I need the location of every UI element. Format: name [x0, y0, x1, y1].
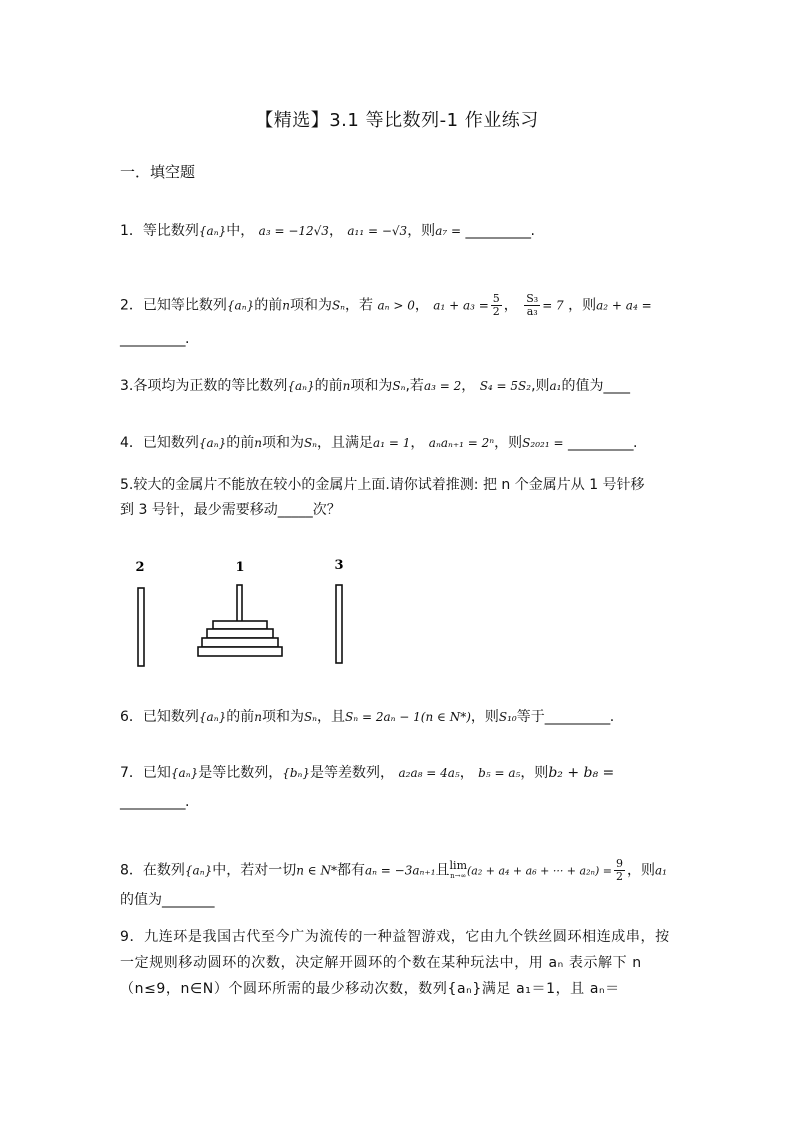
q8-target: a₁ — [654, 863, 667, 878]
q2-fraction-denominator: 2 — [492, 305, 500, 318]
q6-sum: Sₙ — [303, 710, 318, 724]
q2-target: a₂ + a₄ = — [596, 298, 652, 313]
q3-target: a₁ — [549, 379, 562, 393]
q2-text-3: 项和为 — [289, 297, 332, 314]
q3-answer-blank[interactable]: ____ — [603, 378, 630, 394]
q8-limit-sub: n→∞ — [450, 871, 467, 880]
q7-text: 7．已知 — [120, 765, 171, 781]
question-2-blank-line — [120, 330, 189, 348]
q1-target: a₇ = — [435, 224, 462, 238]
q4-target: S₂₀₂₁ = — [522, 436, 564, 450]
q4-sum: Sₙ — [303, 436, 318, 450]
q3-separator: ， — [461, 378, 476, 394]
q1-answer-blank[interactable]: __________. — [465, 223, 535, 239]
q6-answer-blank[interactable]: __________. — [544, 709, 614, 725]
q8-limit-body: (a₂ + a₄ + a₆ + ··· + a₂ₙ) = — [467, 864, 612, 878]
peg-label-2: 2 — [135, 560, 145, 575]
question-5 — [120, 473, 680, 523]
q8-fraction-numerator: 9 — [615, 857, 623, 870]
q6-text-2: 的前 — [226, 709, 255, 725]
q2-fraction-2-equals: = 7 — [542, 298, 564, 313]
q8-text-5: ，则 — [626, 862, 655, 879]
q3-text-2: 的前 — [314, 378, 343, 394]
q2-condition-1: aₙ > 0 — [377, 298, 415, 313]
page-title: 【精选】3.1 等比数列-1 作业练习 — [255, 110, 539, 131]
q8-sequence: {aₙ} — [184, 863, 213, 878]
q8-answer-blank[interactable]: ________ — [162, 892, 214, 908]
q8-limit — [449, 858, 467, 881]
q7-separator: ， — [459, 765, 474, 781]
q7-sequence-a: {aₙ} — [170, 766, 199, 780]
q1-condition-2: a₁₁ = −√3 — [347, 224, 408, 238]
q8-text: 8．在数列 — [120, 862, 185, 879]
q4-sequence: {aₙ} — [198, 436, 227, 450]
q2-sequence: {aₙ} — [226, 298, 255, 313]
q4-text: 4．已知数列 — [120, 435, 199, 451]
q2-text-2: 的前 — [254, 297, 283, 314]
q4-answer-blank[interactable]: __________. — [567, 435, 637, 451]
q4-condition-2: aₙaₙ₊₁ = 2ⁿ — [428, 436, 495, 450]
q3-sequence: {aₙ} — [287, 379, 315, 393]
q6-text-4: ，且 — [317, 709, 346, 725]
q7-text-4: ，则 — [520, 765, 549, 781]
q1-text-2: 中， — [226, 223, 255, 239]
question-7-blank-line — [120, 793, 189, 811]
q1-condition-1: a₃ = −12√3 — [258, 224, 329, 238]
q2-sum: Sₙ — [331, 298, 346, 313]
q3-n: n — [342, 379, 351, 393]
question-8-line-2 — [120, 891, 214, 909]
q3-text-4: ,若 — [405, 378, 424, 394]
disk-3 — [202, 638, 278, 647]
q4-text-2: 的前 — [226, 435, 255, 451]
q1-separator: ， — [328, 223, 343, 239]
q7-target: b₂ + b₈ = — [548, 765, 615, 781]
q7-sequence-b: {bₙ} — [282, 766, 311, 780]
q4-n: n — [254, 436, 262, 450]
disk-4 — [198, 647, 282, 656]
peg-1 — [237, 585, 242, 623]
q7-text-2: 是等比数列， — [198, 765, 283, 781]
q7-condition-2: b₅ = a₅ — [478, 766, 521, 780]
q3-condition-1: a₃ = 2 — [423, 379, 462, 393]
q4-condition-1: a₁ = 1 — [373, 436, 411, 450]
q8-text-3: 都有 — [336, 862, 365, 879]
q2-separator-2: ， — [503, 297, 518, 314]
q4-text-5: ，则 — [494, 435, 523, 451]
q5-line-2: 到 3 号针，最少需要移动_____次？ — [120, 502, 341, 518]
q6-text-3: 项和为 — [261, 709, 304, 725]
question-7 — [120, 764, 614, 782]
q2-fraction-2-numerator: S₃ — [526, 292, 539, 305]
disk-2 — [207, 629, 273, 638]
question-1 — [120, 222, 534, 240]
q7-condition-1: a₂a₈ = 4a₅ — [398, 766, 460, 780]
q3-text: 3.各项均为正数的等比数列 — [120, 378, 288, 394]
question-8 — [120, 858, 667, 883]
q8-condition-0: n ∈ N* — [296, 863, 337, 878]
q3-text-3: 项和为 — [350, 378, 393, 394]
q2-text-4: ，若 — [345, 297, 374, 314]
q2-answer-blank[interactable]: __________. — [120, 331, 189, 347]
q2-text-5: ，则 — [568, 297, 597, 314]
q3-condition-2: S₄ = 5S₂ — [479, 379, 532, 393]
peg-label-1: 1 — [235, 560, 245, 575]
q8-limit-word: lim — [449, 858, 467, 872]
q7-text-3: 是等差数列， — [310, 765, 395, 781]
peg-2 — [138, 588, 144, 666]
q8-text-4: 且 — [435, 862, 450, 879]
q2-fraction-2 — [524, 293, 540, 318]
hanoi-tower-figure — [120, 555, 300, 670]
q6-text: 6．已知数列 — [120, 709, 199, 725]
q3-text-6: 的值为 — [561, 378, 604, 394]
question-2 — [120, 293, 652, 318]
q8-condition-1: aₙ = −3aₙ₊₁ — [364, 863, 436, 878]
q8-fraction — [614, 858, 625, 883]
q2-fraction — [491, 293, 502, 318]
q8-fraction-denominator: 2 — [615, 870, 623, 883]
q6-sequence: {aₙ} — [198, 710, 227, 724]
question-6 — [120, 708, 614, 726]
q4-text-3: 项和为 — [261, 435, 304, 451]
hanoi-peg-3-figure — [322, 555, 362, 670]
q2-condition-2: a₁ + a₃ = — [433, 298, 489, 313]
q1-text: 1．等比数列 — [120, 223, 199, 239]
q3-sum: Sₙ — [392, 379, 406, 393]
q2-fraction-numerator: 5 — [492, 292, 500, 305]
disk-1 — [213, 621, 267, 629]
q4-separator: ， — [410, 435, 425, 451]
q6-n: n — [254, 710, 262, 724]
q7-answer-blank[interactable]: __________. — [120, 794, 189, 810]
q6-condition: Sₙ = 2aₙ − 1(n ∈ N*) — [345, 710, 471, 724]
q6-target: S₁₀ — [498, 710, 517, 724]
section-heading: 一．填空题 — [120, 163, 196, 181]
q2-fraction-2-denominator: a₃ — [526, 305, 538, 318]
q5-line-1: 5.较大的金属片不能放在较小的金属片上面.请你试着推测: 把 n 个金属片从 1 号针移 — [120, 477, 645, 493]
q6-text-6: 等于 — [516, 709, 545, 725]
q2-n: n — [282, 298, 290, 313]
question-3 — [120, 377, 630, 395]
q2-separator: ， — [414, 297, 429, 314]
question-9: 9．九连环是我国古代至今广为流传的一种益智游戏，它由九个铁丝圆环相连成串，按一定规则移动圆环的次数，决定解开圆环的个数在某种玩法中，用 aₙ 表示解下 n（n≤9，n∈N）个圆环所需的最少移动次数，数列{aₙ}满足 a₁＝1，且 aₙ＝ — [120, 929, 670, 997]
q8-text-6: 的值为 — [120, 892, 162, 908]
peg-3-label: 3 — [334, 558, 344, 573]
q1-sequence: {aₙ} — [198, 224, 227, 238]
q2-text: 2．已知等比数列 — [120, 297, 227, 314]
q1-text-3: ，则 — [407, 223, 436, 239]
q6-text-5: ，则 — [470, 709, 499, 725]
q4-text-4: ，且满足 — [317, 435, 374, 451]
q8-text-2: 中，若对一切 — [212, 862, 297, 879]
question-4 — [120, 434, 637, 452]
peg-3 — [336, 585, 342, 663]
q3-text-5: ,则 — [531, 378, 550, 394]
